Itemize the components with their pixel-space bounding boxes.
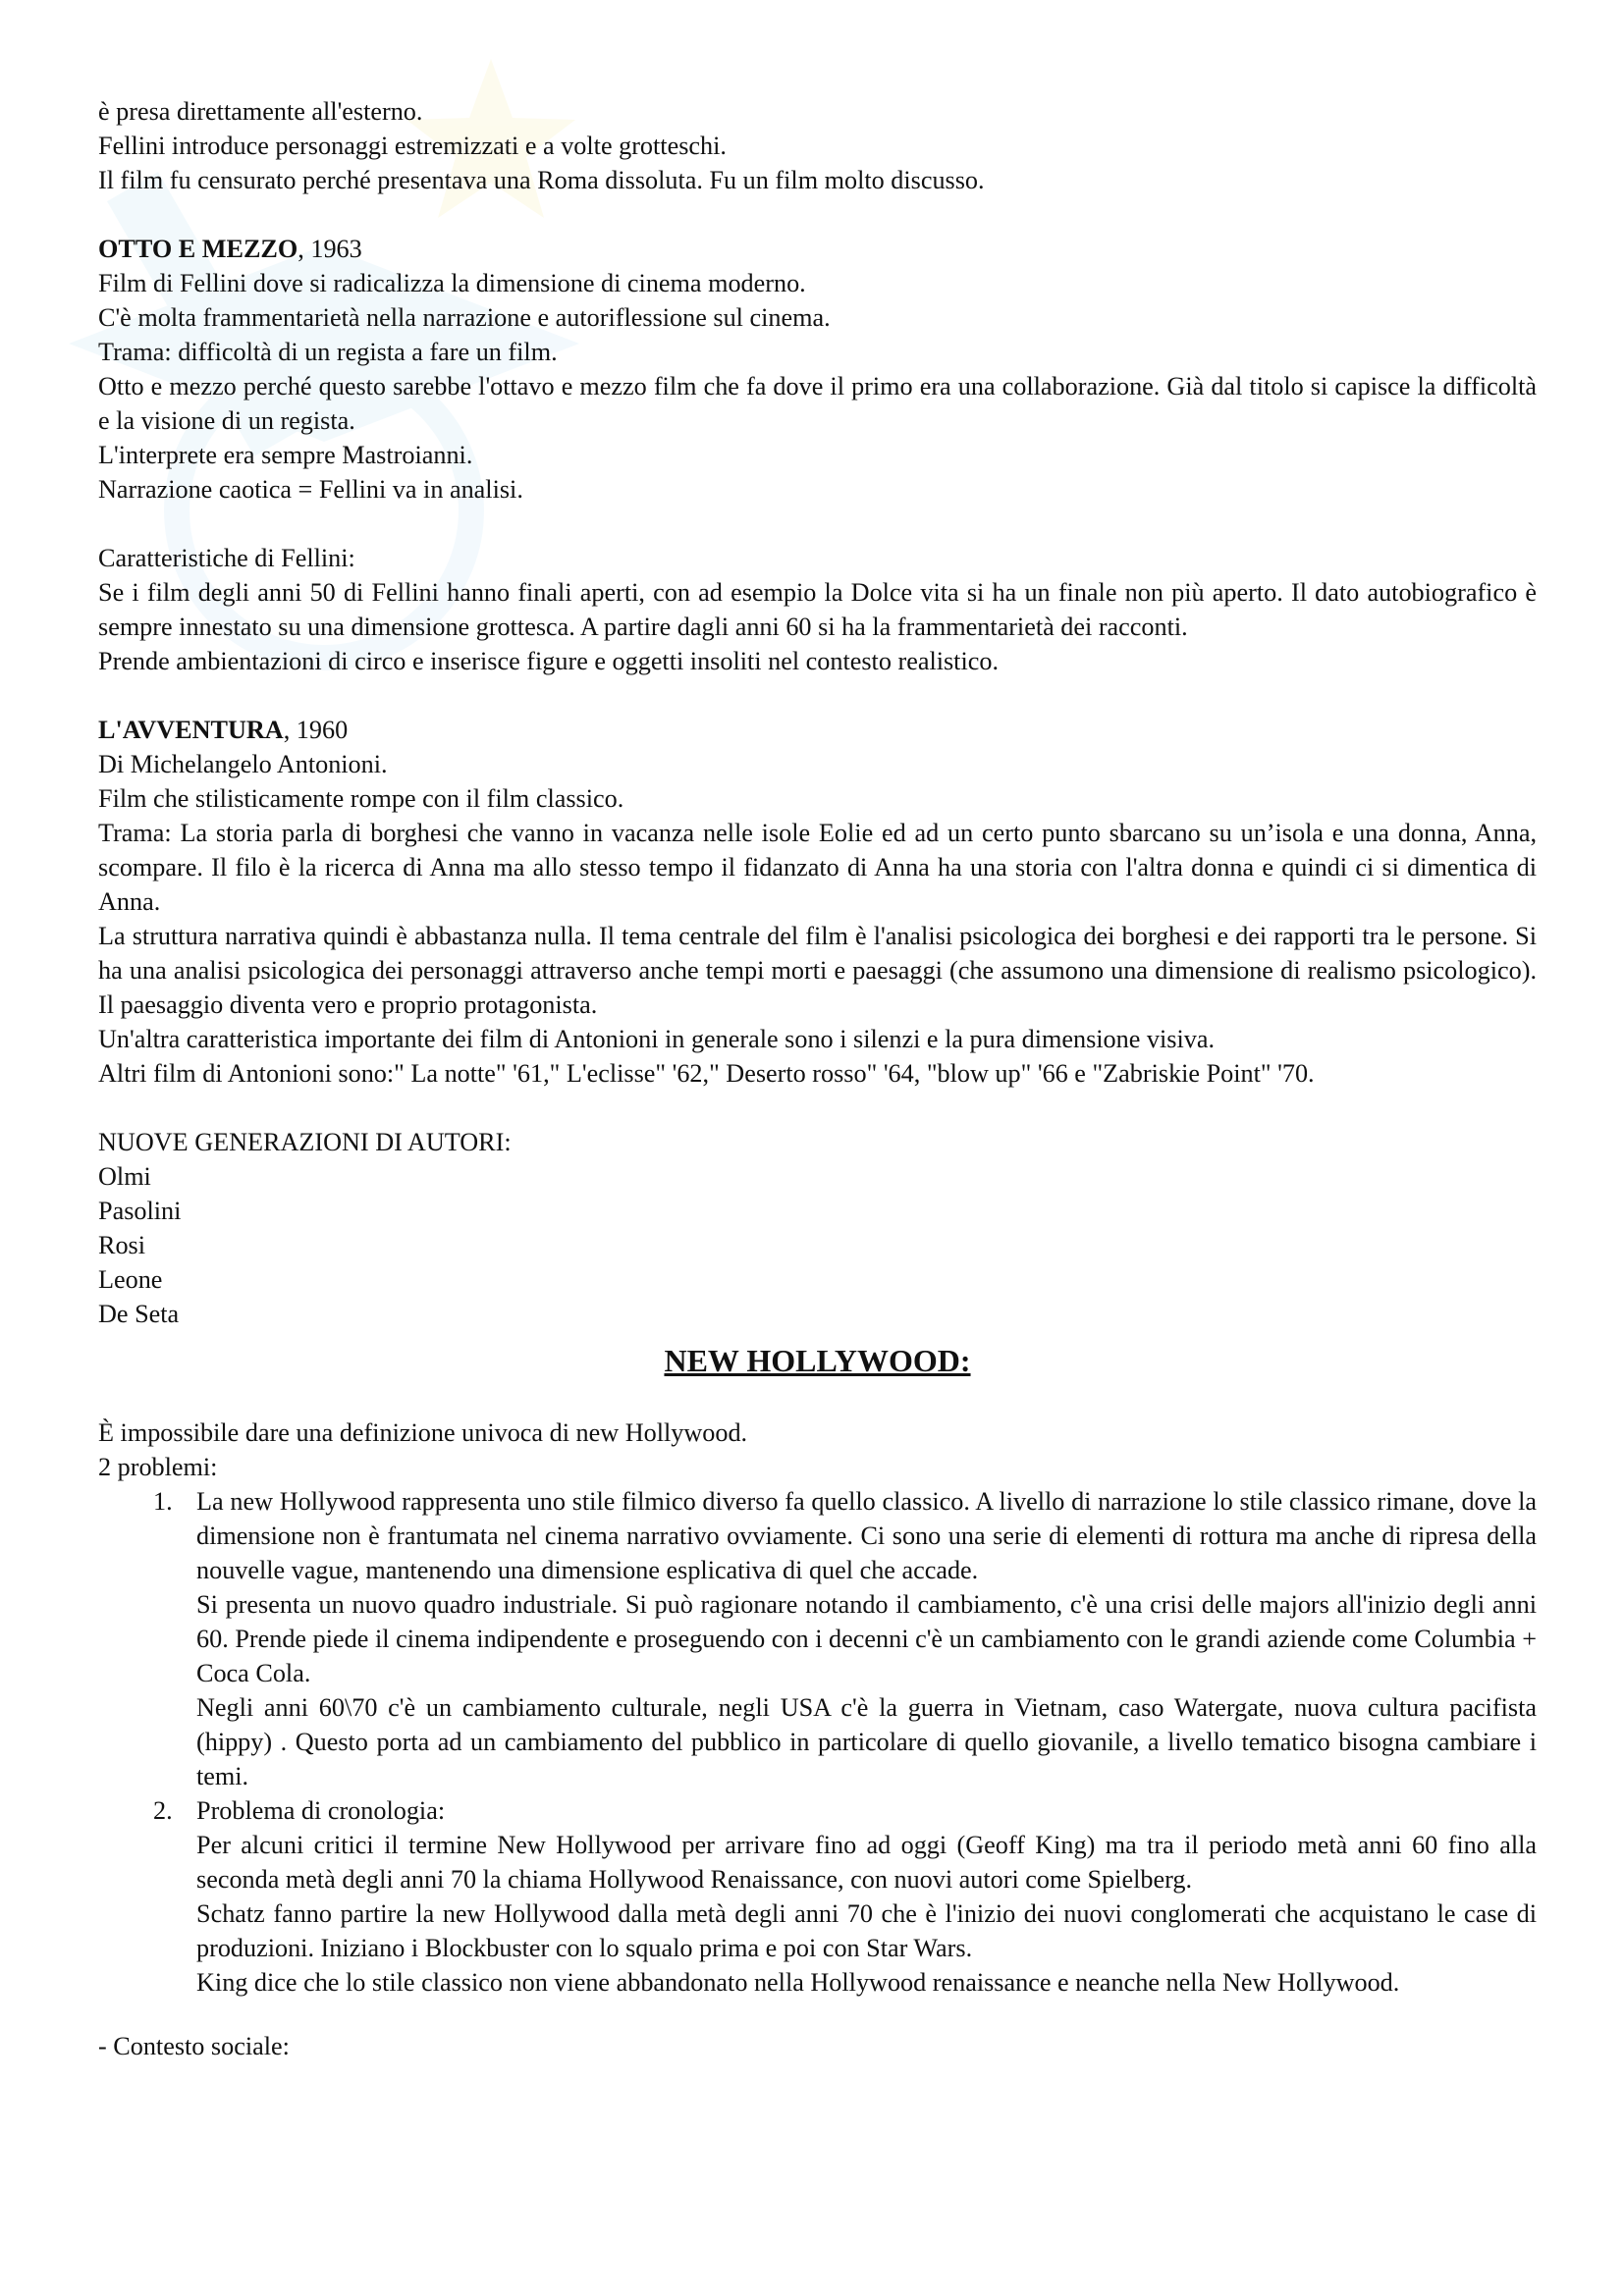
section-new-hollywood xyxy=(98,1415,1537,2063)
spacer xyxy=(98,2000,1537,2029)
section-heading: Caratteristiche di Fellini: xyxy=(98,544,355,572)
intro-block xyxy=(98,94,1537,197)
text-line: Trama: difficoltà di un regista a fare un film. xyxy=(98,338,558,366)
text-line: Di Michelangelo Antonioni. xyxy=(98,750,388,778)
film-year: , 1960 xyxy=(283,716,349,744)
text-line: 2 problemi: xyxy=(98,1453,218,1481)
section-nuove-generazioni xyxy=(98,1125,1537,1331)
film-title: OTTO E MEZZO xyxy=(98,235,298,263)
spacer xyxy=(98,678,1537,713)
paragraph: Otto e mezzo perché questo sarebbe l'ottavo e mezzo film che fa dove il primo era una collaborazione. Già dal titolo si capisce la difficoltà e la visione di un regista. xyxy=(98,372,1537,435)
text-line: Narrazione caotica = Fellini va in analisi. xyxy=(98,475,523,504)
problems-list xyxy=(98,1484,1537,2000)
paragraph: È impossibile dare una definizione univoca di new Hollywood. xyxy=(98,1418,748,1447)
paragraph: King dice che lo stile classico non viene abbandonato nella Hollywood renaissance e neanche nella New Hollywood. xyxy=(196,1968,1400,1997)
text-line: L'interprete era sempre Mastroianni. xyxy=(98,441,473,469)
spacer xyxy=(98,507,1537,541)
paragraph: Un'altra caratteristica importante dei film di Antonioni in generale sono i silenzi e la pura dimensione visiva. xyxy=(98,1025,1215,1053)
paragraph: Trama: La storia parla di borghesi che vanno in vacanza nelle isole Eolie ed ad un certo punto sbarcano su un’isola e una donna, Anna, scompare. Il filo è la ricerca di Anna ma allo stesso tempo il fidanzato di Anna ha una storia con l'altra donna e quindi ci si dimentica di Anna. xyxy=(98,819,1537,916)
list-number: 2. xyxy=(153,1796,173,1825)
paragraph: Si presenta un nuovo quadro industriale. Si può ragionare notando il cambiamento, c'è una crisi delle majors all'inizio degli anni 60. Prende piede il cinema indipendente e proseguendo con i decenni c'è un cambiamento con le grandi aziende come Columbia + Coca Cola. xyxy=(196,1590,1537,1687)
paragraph: Negli anni 60\70 c'è un cambiamento culturale, negli USA c'è la guerra in Vietnam, caso Watergate, nuova cultura pacifista (hippy) . Questo porta ad un cambiamento del pubblico in particolare di quello giovanile, a livello tematico bisogna cambiare i temi. xyxy=(196,1693,1537,1790)
list-item xyxy=(153,1793,1537,2000)
paragraph: Altri film di Antonioni sono:" La notte" '61," L'eclisse" '62," Deserto rosso" '64, "blow up" '66 e "Zabriskie Point" '70. xyxy=(98,1059,1315,1088)
text-line: Fellini introduce personaggi estremizzati e a volte grotteschi. xyxy=(98,132,727,160)
text-line: Il film fu censurato perché presentava una Roma dissoluta. Fu un film molto discusso. xyxy=(98,166,985,194)
paragraph: Problema di cronologia: xyxy=(196,1796,446,1825)
author-item: Olmi xyxy=(98,1162,151,1191)
section-heading: - Contesto sociale: xyxy=(98,2032,290,2060)
section-heading xyxy=(98,713,1537,747)
document-page xyxy=(98,94,1537,2063)
section-heading xyxy=(98,232,1537,266)
spacer xyxy=(98,197,1537,232)
paragraph: La new Hollywood rappresenta uno stile filmico diverso fa quello classico. A livello di narrazione lo stile classico rimane, dove la dimensione non è frantumata nel cinema narrativo ovviamente. Ci sono una serie di elementi di rottura ma anche di ripresa della nouvelle vague, mantenendo una dimensione esplicativa di quel che accade. xyxy=(196,1487,1537,1584)
film-year: , 1963 xyxy=(298,235,362,263)
list-number: 1. xyxy=(153,1487,173,1516)
paragraph: Prende ambientazioni di circo e inserisce figure e oggetti insoliti nel contesto realistico. xyxy=(98,647,999,675)
text-line: Film che stilisticamente rompe con il film classico. xyxy=(98,784,624,813)
author-item: Pasolini xyxy=(98,1197,182,1225)
author-item: Rosi xyxy=(98,1231,146,1259)
page-title: NEW HOLLYWOOD: xyxy=(664,1343,971,1378)
list-item xyxy=(153,1484,1537,1793)
spacer xyxy=(98,1091,1537,1125)
paragraph: La struttura narrativa quindi è abbastanza nulla. Il tema centrale del film è l'analisi psicologica dei borghesi e dei rapporti tra le persone. Si ha una analisi psicologica dei personaggi attraverso anche tempi morti e paesaggi (che assumono una dimensione di realismo psicologico). Il paesaggio diventa vero e proprio protagonista. xyxy=(98,922,1537,1019)
text-line: è presa direttamente all'esterno. xyxy=(98,97,423,126)
author-item: Leone xyxy=(98,1265,163,1294)
author-item: De Seta xyxy=(98,1300,180,1328)
text-line: Film di Fellini dove si radicalizza la dimensione di cinema moderno. xyxy=(98,269,806,297)
paragraph: Per alcuni critici il termine New Hollywood per arrivare fino ad oggi (Geoff King) ma tra il periodo metà anni 60 fino alla seconda metà degli anni 70 la chiama Hollywood Renaissance, con nuovi autori come Spielberg. xyxy=(196,1831,1537,1894)
film-title: L'AVVENTURA xyxy=(98,716,284,744)
section-caratteristiche-fellini xyxy=(98,541,1537,678)
paragraph: Schatz fanno partire la new Hollywood dalla metà degli anni 70 che è l'inizio dei nuovi conglomerati che acquistano le case di produzioni. Iniziano i Blockbuster con lo squalo prima e poi con Star Wars. xyxy=(196,1899,1537,1962)
text-line: C'è molta frammentarietà nella narrazione e autoriflessione sul cinema. xyxy=(98,303,831,332)
paragraph: Se i film degli anni 50 di Fellini hanno finali aperti, con ad esempio la Dolce vita si ha un finale non più aperto. Il dato autobiografico è sempre innestato su una dimensione grottesca. A partire dagli anni 60 si ha la frammentarietà dei racconti. xyxy=(98,578,1537,641)
section-otto-e-mezzo xyxy=(98,232,1537,507)
section-l-avventura xyxy=(98,713,1537,1091)
section-heading: NUOVE GENERAZIONI DI AUTORI: xyxy=(98,1128,512,1156)
